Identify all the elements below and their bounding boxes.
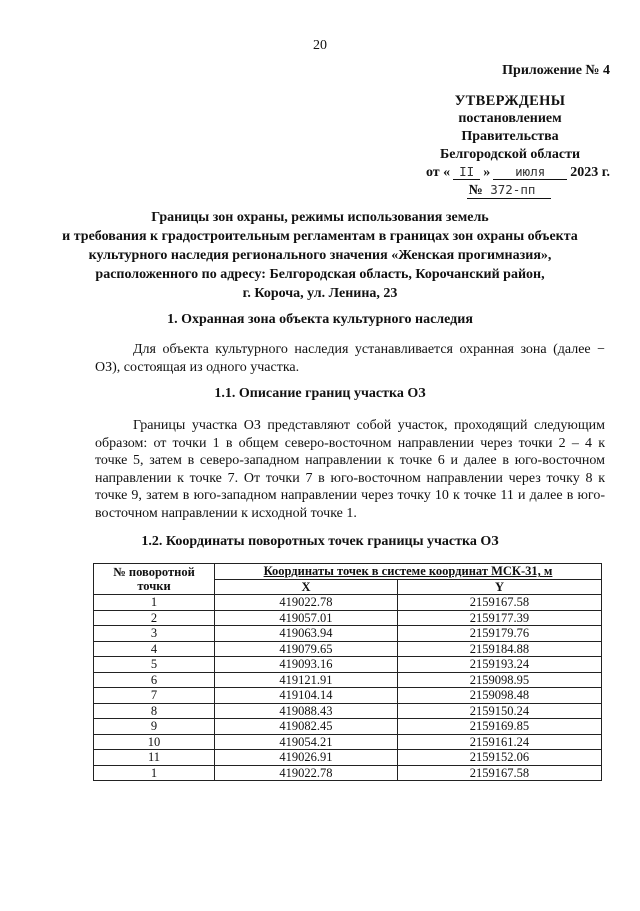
y-coordinate-cell: 2159184.88 xyxy=(397,641,601,657)
col-point-header xyxy=(94,564,215,595)
y-coordinate-cell: 2159167.58 xyxy=(397,765,601,781)
date-prefix: от « xyxy=(425,165,451,180)
x-coordinate-cell: 419104.14 xyxy=(215,688,398,704)
col-point-line-1: № поворотной xyxy=(113,565,195,579)
point-number-cell: 2 xyxy=(94,610,215,626)
point-number-cell: 10 xyxy=(94,734,215,750)
y-coordinate-cell: 2159150.24 xyxy=(397,703,601,719)
point-number-cell: 6 xyxy=(94,672,215,688)
table-row xyxy=(94,595,602,611)
x-coordinate-cell: 419093.16 xyxy=(215,657,398,673)
section-1-1-paragraph xyxy=(95,417,605,522)
y-coordinate-cell: 2159098.95 xyxy=(397,672,601,688)
col-y-header: Y xyxy=(397,579,601,595)
approval-title: УТВЕРЖДЕНЫ xyxy=(454,93,566,109)
col-point-line-2: точки xyxy=(137,579,171,593)
number-prefix: № xyxy=(468,183,483,198)
table-row xyxy=(94,750,602,766)
x-coordinate-cell: 419088.43 xyxy=(215,703,398,719)
x-coordinate-cell: 419026.91 xyxy=(215,750,398,766)
date-year: 2023 г. xyxy=(570,165,610,180)
point-number-cell: 9 xyxy=(94,719,215,735)
x-coordinate-cell: 419063.94 xyxy=(215,626,398,642)
x-coordinate-cell: 419057.01 xyxy=(215,610,398,626)
table-row xyxy=(94,734,602,750)
table-row xyxy=(94,688,602,704)
y-coordinate-cell: 2159193.24 xyxy=(397,657,601,673)
section-1-1-text: Границы участка ОЗ представляют собой участок, проходящий следующим образом: от точки 1 в общем северо-восточном направлении через точки 2 – 4 к точке 5, затем в северо-западном направлении к точке 6 и далее в юго-восточном направлении к точке 7. От точки 7 в юго-восточном направлении через точку 8 к точке 9, затем в юго-западном направлении через точку 10 к точке 11 и далее в юго-восточном направлении к исходной точке 1. xyxy=(95,418,605,521)
section-1-1-heading: 1.1. Описание границ участка ОЗ xyxy=(214,386,426,401)
table-row xyxy=(94,765,602,781)
y-coordinate-cell: 2159179.76 xyxy=(397,626,601,642)
title-line-2: и требования к градостроительным регламентам в границах зон охраны объекта xyxy=(62,229,578,244)
x-coordinate-cell: 419022.78 xyxy=(215,765,398,781)
section-1-paragraph xyxy=(95,341,605,376)
point-number-cell: 5 xyxy=(94,657,215,673)
table-row xyxy=(94,719,602,735)
approval-block xyxy=(360,62,610,200)
x-coordinate-cell: 419022.78 xyxy=(215,595,398,611)
date-mid: » xyxy=(483,165,491,180)
table-row xyxy=(94,703,602,719)
point-number-cell: 1 xyxy=(94,765,215,781)
table-row xyxy=(94,641,602,657)
y-coordinate-cell: 2159169.85 xyxy=(397,719,601,735)
y-coordinate-cell: 2159152.06 xyxy=(397,750,601,766)
x-coordinate-cell: 419079.65 xyxy=(215,641,398,657)
date-day: II xyxy=(453,165,480,180)
x-coordinate-cell: 419121.91 xyxy=(215,672,398,688)
point-number-cell: 7 xyxy=(94,688,215,704)
y-coordinate-cell: 2159167.58 xyxy=(397,595,601,611)
point-number-cell: 4 xyxy=(94,641,215,657)
col-x-header: X xyxy=(215,579,398,595)
document-title xyxy=(40,208,600,303)
section-1-heading: 1. Охранная зона объекта культурного наследия xyxy=(167,312,473,327)
coordinates-table xyxy=(93,563,602,781)
y-coordinate-cell: 2159177.39 xyxy=(397,610,601,626)
number-value: 372-пп xyxy=(490,182,536,197)
title-line-4: расположенного по адресу: Белгородская область, Корочанский район, xyxy=(95,267,545,282)
approval-line-1: постановлением Правительства xyxy=(458,111,562,144)
point-number-cell: 1 xyxy=(94,595,215,611)
approval-line-2: Белгородской области xyxy=(439,147,581,162)
section-1-text: Для объекта культурного наследия устанавливается охранная зона (далее − ОЗ), состоящая из одного участка. xyxy=(95,342,605,375)
date-month: июля xyxy=(493,165,567,180)
appendix-label: Приложение № 4 xyxy=(502,63,610,78)
table-row xyxy=(94,657,602,673)
section-1-2-heading: 1.2. Координаты поворотных точек границы участка ОЗ xyxy=(141,534,499,549)
table-row xyxy=(94,610,602,626)
col-coords-header: Координаты точек в системе координат МСК-31, м xyxy=(215,564,602,580)
point-number-cell: 3 xyxy=(94,626,215,642)
title-line-3: культурного наследия регионального значения «Женская прогимназия», xyxy=(88,248,552,263)
table-row xyxy=(94,626,602,642)
y-coordinate-cell: 2159161.24 xyxy=(397,734,601,750)
x-coordinate-cell: 419054.21 xyxy=(215,734,398,750)
approval-number xyxy=(360,182,610,200)
title-line-1: Границы зон охраны, режимы использования земель xyxy=(151,210,489,225)
y-coordinate-cell: 2159098.48 xyxy=(397,688,601,704)
page-number: 20 xyxy=(313,38,327,53)
point-number-cell: 11 xyxy=(94,750,215,766)
point-number-cell: 8 xyxy=(94,703,215,719)
title-line-5: г. Короча, ул. Ленина, 23 xyxy=(242,286,398,301)
table-row xyxy=(94,672,602,688)
approval-date xyxy=(360,164,610,182)
x-coordinate-cell: 419082.45 xyxy=(215,719,398,735)
